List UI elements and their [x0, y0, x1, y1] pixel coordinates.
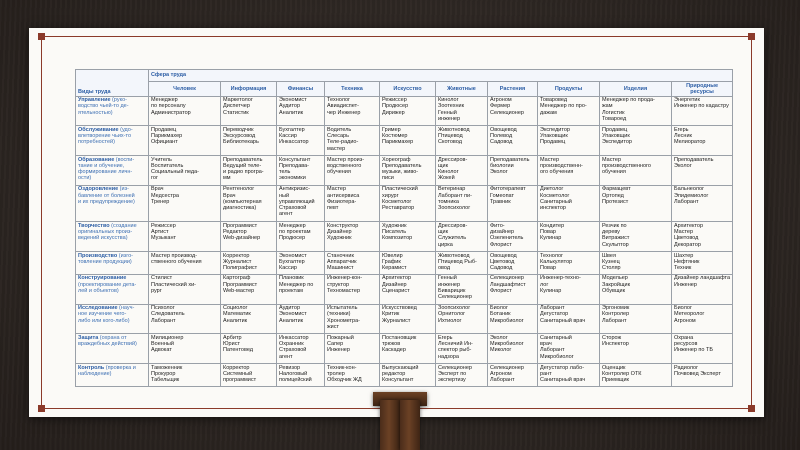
table-cell: Технолог Калькулятор Повар	[538, 252, 600, 275]
table-cell: Преподаватель Эколог	[672, 156, 733, 186]
row-header-description: (воспи- тание и обучение, формирование личн- ости)	[78, 156, 135, 182]
table-cell: Водитель Слесарь Теле-радио- мастер	[325, 126, 380, 156]
row-header	[76, 222, 149, 252]
table-row	[76, 222, 733, 252]
row-header	[76, 96, 149, 126]
table-cell: Конструктор Дизайнер Художник	[325, 222, 380, 252]
table-cell: Охрана ресурсов Инженер по ТБ	[672, 334, 733, 364]
table-cell: Диетолог Косметолог Санитарный инспектор	[538, 185, 600, 222]
table-cell: Рентгенолог Врач (компьютерная диагностика)	[221, 185, 277, 222]
table-row	[76, 364, 733, 387]
row-header-name: Защита	[78, 334, 99, 341]
table-cell: Животновод Птицевод Скотовод	[436, 126, 488, 156]
table-cell: Врач Медсестра Тренер	[149, 185, 221, 222]
frame-corner	[38, 405, 45, 412]
row-header	[76, 274, 149, 304]
table-cell: Архитектор Мастер Цветовод Декоратор	[672, 222, 733, 252]
table-cell: Селекционер Ландшафтист Флорист	[488, 274, 538, 304]
table-cell: Биолог Метеоролог Агроном	[672, 304, 733, 334]
table-cell: Продавец Упаковщик Экспедитор	[600, 126, 672, 156]
row-header-description: (руко- водство чьей-то де- ятельностью)	[78, 97, 129, 116]
table-cell: Животновод Птицевод Рыб- овод	[436, 252, 488, 275]
row-header-description: (создание оригинальных произ- ведений искусства)	[78, 222, 137, 242]
table-cell: Бухгалтер Кассир Инкассатор	[277, 126, 325, 156]
table-cell: Ювелир График Керамист	[380, 252, 436, 275]
table-cell: Корректор Журналист Полиграфист	[221, 252, 277, 275]
table-cell: Фитотерапевт Гомеопат Травник	[488, 185, 538, 222]
table-cell: Пожарный Сапер Инженер	[325, 334, 380, 364]
table-cell: Социолог Математик Аналитик	[221, 304, 277, 334]
table-cell: Корректор Системный программист	[221, 364, 277, 387]
table-cell: Искусствовед Критик Журналист	[380, 304, 436, 334]
table-cell: Агроном Фермер Селекционер	[488, 96, 538, 126]
table-cell: Дрессиров- щик Кинолог Жокей	[436, 156, 488, 186]
table-cell: Переводчик Экскурсовод Библиотекарь	[221, 126, 277, 156]
table-cell: Селекционер Агроном Лаборант	[488, 364, 538, 387]
table-row	[76, 126, 733, 156]
table-cell: Экономист Аудитор Аналитик	[277, 96, 325, 126]
row-header-name: Конструирование	[78, 275, 127, 282]
row-header-name: Контроль	[78, 364, 105, 371]
table-cell: Маркетолог Диспетчер Статистик	[221, 96, 277, 126]
table-cell: Пластический хирург Косметолог Реставратор	[380, 185, 436, 222]
row-header	[76, 334, 149, 364]
table-cell: Сторож Инспектор	[600, 334, 672, 364]
table-row	[76, 334, 733, 364]
table-row	[76, 185, 733, 222]
table-cell: Арбитр Юрист Патентовед	[221, 334, 277, 364]
table-cell: Зоопсихолог Орнитолог Ихтиолог	[436, 304, 488, 334]
table-cell: Ветеринар Лаборант пи- томника Зоопсихолог	[436, 185, 488, 222]
table-cell: Преподаватель Ведущий теле- и радио програ- мм	[221, 156, 277, 186]
row-header	[76, 252, 149, 275]
table-body	[76, 96, 733, 386]
table-cell: Эргономик Контролер Лаборант	[600, 304, 672, 334]
table-cell: Архитектор Дизайнер Сценарист	[380, 274, 436, 304]
table-cell: Кинолог Зоотехник Генный инженер	[436, 96, 488, 126]
table-cell: Фармацевт Ортопед Протезист	[600, 185, 672, 222]
table-cell: Плановик Менеджер по проектам	[277, 274, 325, 304]
table-cell: Лаборант Дегустатор Санитарный врач	[538, 304, 600, 334]
table-cell: Радиолог Почвовед Эксперт	[672, 364, 733, 387]
column-header: Финансы	[277, 82, 325, 97]
wooden-peg	[380, 400, 400, 450]
table-cell: Товаровед Менеджер по про- дажам	[538, 96, 600, 126]
table-cell: Резчик по дереву Витражист Скульптор	[600, 222, 672, 252]
sphere-of-work-header: Сфера труда	[149, 70, 733, 82]
row-header-description: (из- бавление от болезней и их предупреждение)	[78, 186, 135, 205]
table-cell: Дрессиров- щик Служитель цирка	[436, 222, 488, 252]
table-cell: Психолог Следователь Лаборант	[149, 304, 221, 334]
row-header-name: Образование	[78, 156, 115, 163]
column-header: Техника	[325, 82, 380, 97]
table-cell: Постановщик трюков Каскадер	[380, 334, 436, 364]
row-header	[76, 364, 149, 387]
table-cell: Режиссер Продюсер Дирижер	[380, 96, 436, 126]
row-header-name: Обслуживание	[78, 126, 119, 133]
column-header: Животные	[436, 82, 488, 97]
table-cell: Выпускающий редактор Консультант	[380, 364, 436, 387]
row-header-name: Творчество	[78, 222, 110, 229]
table-cell: Технолог Авиадиспет- чер Инженер	[325, 96, 380, 126]
table-cell: Менеджер по персоналу Администратор	[149, 96, 221, 126]
table-cell: Учитель Воспитатель Социальный педа- гог	[149, 156, 221, 186]
professions-table	[75, 69, 733, 387]
column-header: Природные ресурсы	[672, 82, 733, 97]
table-row	[76, 156, 733, 186]
table-cell: Швея Кузнец Столяр	[600, 252, 672, 275]
column-header-row	[76, 82, 733, 97]
table-cell: Инкассатор Охранник Страховой агент	[277, 334, 325, 364]
table-cell: Режиссер Артист Музыкант	[149, 222, 221, 252]
table-cell: Инженер-техно- лог Кулинар	[538, 274, 600, 304]
table-cell: Селекционер Эксперт по экспертизу	[436, 364, 488, 387]
table-cell: Преподаватель биологии Эколог	[488, 156, 538, 186]
table-cell: Продавец Парикмахер Официант	[149, 126, 221, 156]
types-of-work-header: Виды труда	[76, 70, 149, 97]
table-cell: Консультант Преподава- тель экономики	[277, 156, 325, 186]
column-header: Изделия	[600, 82, 672, 97]
row-header-name: Управление	[78, 97, 111, 104]
table-row	[76, 252, 733, 275]
row-header	[76, 156, 149, 186]
table-row	[76, 96, 733, 126]
table-cell: Хореограф Преподаватель музыки, живо- писи	[380, 156, 436, 186]
row-header-description: (изго- товление продукции)	[78, 252, 133, 265]
table-cell: Техник-кон- тролер Обходчик ЖД	[325, 364, 380, 387]
table-cell: Дегустатор лабо- рант Санитарный врач	[538, 364, 600, 387]
table-cell: Овощевод Цветовод Садовод	[488, 252, 538, 275]
table-cell: Егерь Лесник Мелиоратор	[672, 126, 733, 156]
row-header-name: Исследование	[78, 305, 118, 312]
table-cell: Мастер производственного обучения	[600, 156, 672, 186]
row-header-description: (проверка и наблюдение)	[78, 364, 136, 377]
table-cell: Санитарный врач Лаборант Микробиолог	[538, 334, 600, 364]
table-cell: Стилист Пластический хи- рург	[149, 274, 221, 304]
table-cell: Ревизор Налоговый полицейский	[277, 364, 325, 387]
table-cell: Кондитер Повар Кулинар	[538, 222, 600, 252]
row-header-name: Оздоровление	[78, 186, 119, 193]
row-header	[76, 126, 149, 156]
table-cell: Овощевод Полевод Садовод	[488, 126, 538, 156]
row-header-description: (проектирование дета- лей и объектов)	[78, 281, 137, 294]
row-header-name: Производство	[78, 252, 118, 259]
frame-corner	[748, 405, 755, 412]
table-cell: Мастер производ- ственного обучения	[149, 252, 221, 275]
table-cell: Станочник Аппаратчик Машинист	[325, 252, 380, 275]
table-cell: Художник Писатель Композитор	[380, 222, 436, 252]
column-header: Продукты	[538, 82, 600, 97]
row-header	[76, 304, 149, 334]
wooden-peg	[400, 400, 420, 450]
table-cell: Бальнеолог Эпидемиолог Лаборант	[672, 185, 733, 222]
table-cell: Экономист Бухгалтер Кассир	[277, 252, 325, 275]
column-header: Искусство	[380, 82, 436, 97]
table-cell: Шахтер Нефтяник Техник	[672, 252, 733, 275]
table-cell: Таможенник Прокурор Табельщик	[149, 364, 221, 387]
row-header-description: (удо- влетворение чьих-то потребностей)	[78, 126, 133, 146]
column-header: Информация	[221, 82, 277, 97]
table-cell: Энергетик Инженер по кадастру	[672, 96, 733, 126]
table-cell: Антикризис- ный управляющий Страховой агент	[277, 185, 325, 222]
table-cell: Фито- дизайнер Озеленитель Флорист	[488, 222, 538, 252]
table-row	[76, 274, 733, 304]
table-cell: Картограф Программист Web-мастер	[221, 274, 277, 304]
table-cell: Гример Костюмер Парикмахер	[380, 126, 436, 156]
table-cell: Менеджер по прода- жам Логистик Товароед	[600, 96, 672, 126]
table-cell: Оценщик Контролер ОТК Приемщик	[600, 364, 672, 387]
table-cell: Биолог Ботаник Микробиолог	[488, 304, 538, 334]
row-header-description: (науч- ное изучение чего- либо или кого-либо)	[78, 305, 135, 324]
table-cell: Генный инженер Биварицик Селекционер	[436, 274, 488, 304]
table-cell: Милиционер Военный Адвокат	[149, 334, 221, 364]
table-cell: Менеджер по проектам Продюсер	[277, 222, 325, 252]
table-cell: Мастер производственн- ого обучения	[538, 156, 600, 186]
table-cell: Эколог Микробиолог Миколог	[488, 334, 538, 364]
row-header-description: (охрана от враждебных действий)	[78, 334, 137, 348]
table-cell: Егерь Лесничий Ин- спектор рыб- надзора	[436, 334, 488, 364]
table-cell: Модельер Закройщик Обувщик	[600, 274, 672, 304]
table-cell: Экспедитор Упаковщик Продавец	[538, 126, 600, 156]
table-cell: Инженер-кон- структор Техномастер	[325, 274, 380, 304]
table-cell: Мастер произ- водственного обучения	[325, 156, 380, 186]
table-cell: Испытатель (техники) Хронометра- жист	[325, 304, 380, 334]
table-row	[76, 304, 733, 334]
table-cell: Программист Редактор Web-дизайнер	[221, 222, 277, 252]
row-header	[76, 185, 149, 222]
column-header: Человек	[149, 82, 221, 97]
table-cell: Дизайнер ландшафта Инженер	[672, 274, 733, 304]
column-header: Растения	[488, 82, 538, 97]
table-cell: Мастер антисервиса Физиотера- певт	[325, 185, 380, 222]
table-cell: Аудитор Экономист Аналитик	[277, 304, 325, 334]
